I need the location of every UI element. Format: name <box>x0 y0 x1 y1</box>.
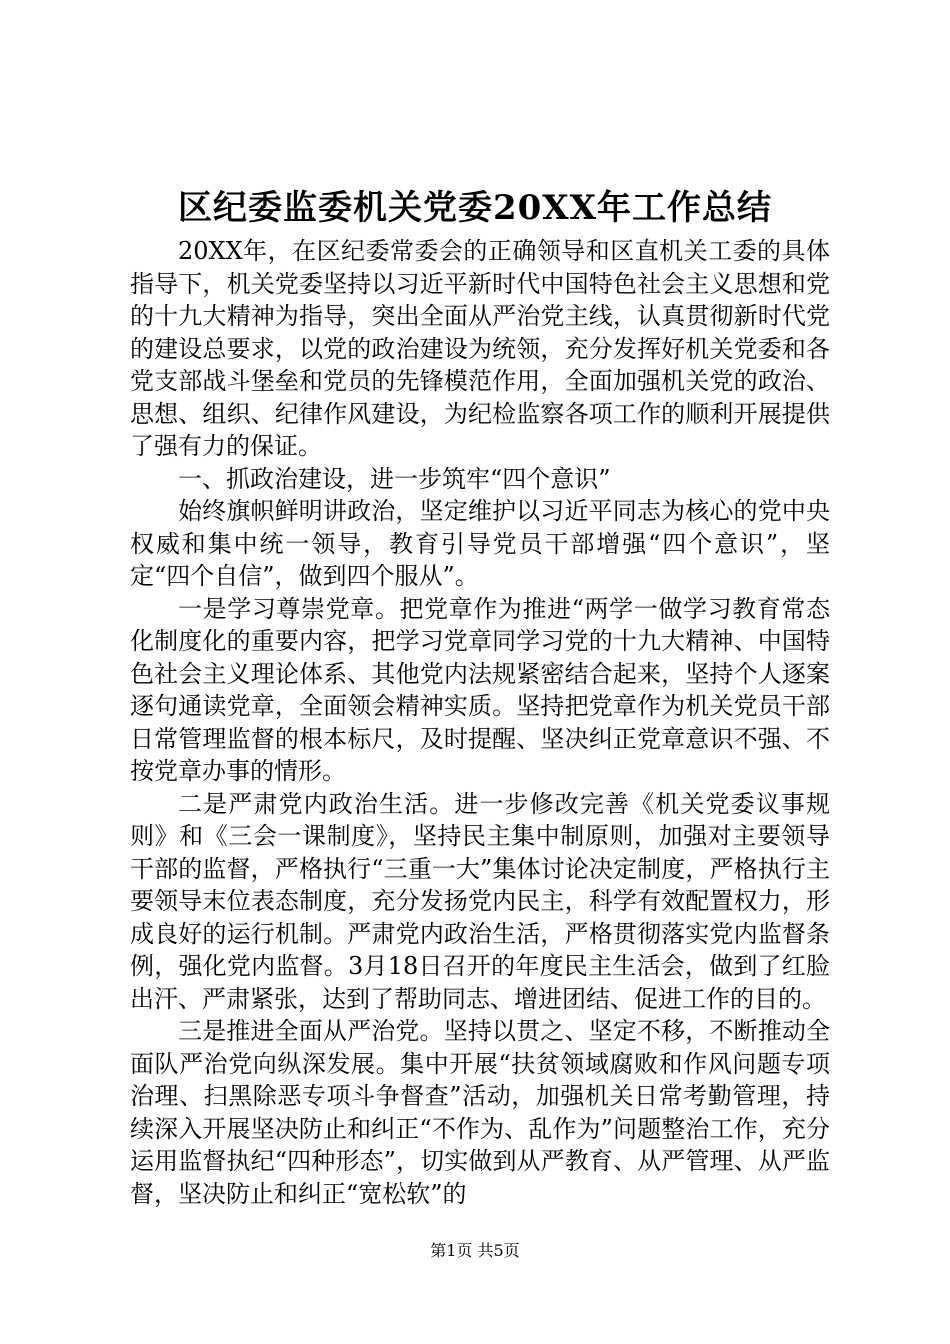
paragraph-political-stance: 始终旗帜鲜明讲政治，坚定维护以习近平同志为核心的党中央权威和集中统一领导，教育引导党员干部增强“四个意识”，坚定“四个自信”，做到四个服从”。 <box>130 497 830 590</box>
document-body <box>130 235 830 1210</box>
paragraph-party-constitution: 一是学习尊崇党章。把党章作为推进“两学一做学习教育常态化制度化的重要内容，把学习党章同学习党的十九大精神、中国特色社会主义理论体系、其他党内法规紧密结合起来，坚持个人逐案逐句通读党章，全面领会精神实质。坚持把党章作为机关党员干部日常管理监督的根本标尺，及时提醒、坚决纠正党章意识不强、不按党章办事的情形。 <box>130 594 830 785</box>
paragraph-strict-governance: 三是推进全面从严治党。坚持以贯之、坚定不移，不断推动全面队严治党向纵深发展。集中开展“扶贫领域腐败和作风问题专项治理、扫黑除恶专项斗争督查”活动，加强机关日常考勤管理，持续深入开展坚决防止和纠正“不作为、乱作为”问题整治工作，充分运用监督执纪“四种形态”，切实做到从严教育、从严管理、从严监督，坚决防止和纠正“宽松软”的 <box>130 1017 830 1208</box>
paragraph-political-life: 二是严肃党内政治生活。进一步修改完善《机关党委议事规则》和《三会一课制度》，坚持民主集中制原则，加强对主要领导干部的监督，严格执行“三重一大”集体讨论决定制度，严格执行主要领导末位表态制度，充分发扬党内民主，科学有效配置权力，形成良好的运行机制。严肃党内政治生活，严格贯彻落实党内监督条例，强化党内监督。3月18日召开的年度民主生活会，做到了红脸出汗、严肃紧张，达到了帮助同志、增进团结、促进工作的目的。 <box>130 789 830 1013</box>
page-number-footer: 第1页 共5页 <box>430 1241 520 1260</box>
document-title: 区纪委监委机关党委20XX年工作总结 <box>177 188 773 228</box>
paragraph-intro: 20XX年，在区纪委常委会的正确领导和区直机关工委的具体指导下，机关党委坚持以习近平新时代中国特色社会主义思想和党的十九大精神为指导，突出全面从严治党主线，认真贯彻新时代党的建设总要求，以党的政治建设为统领，充分发挥好机关党委和各党支部战斗堡垒和党员的先锋模范作用，全面加强机关党的政治、思想、组织、纪律作风建设，为纪检监察各项工作的顺利开展提供了强有力的保证。 <box>130 237 830 460</box>
section-heading-political-building: 一、抓政治建设，进一步筑牢“四个意识” <box>178 464 611 493</box>
